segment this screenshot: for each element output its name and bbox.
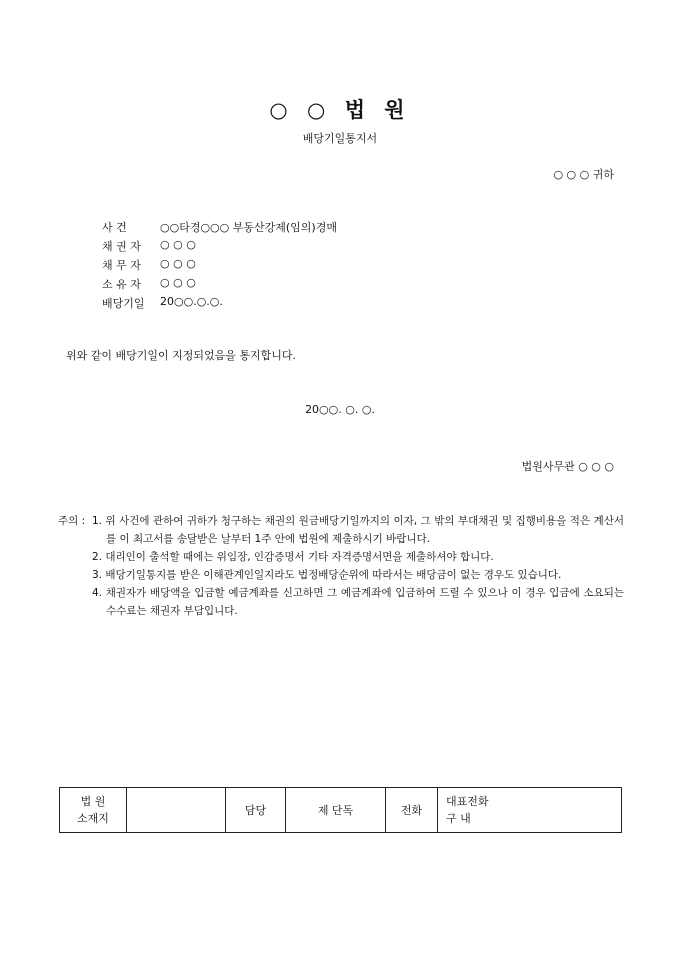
phone-value-cell [438, 788, 622, 833]
location-label-line-2: 소재지 [77, 812, 109, 825]
notes-section [58, 512, 624, 620]
department-cell: 제 단독 [286, 788, 386, 833]
court-contact-table [59, 787, 622, 833]
note-item: 3. 배당기일통지를 받은 이해관계인일지라도 법정배당순위에 따라서는 배당금이 없는 경우도 있습니다. [92, 569, 562, 581]
phone-label-cell: 전화 [386, 788, 438, 833]
notes-heading: 주의 : [58, 515, 86, 527]
case-value: ○○타경○○○ 부동산강제(임의)경매 [160, 221, 337, 234]
main-phone-line: 대표전화 [446, 795, 489, 808]
distribution-date-value: 20○○.○.○. [160, 295, 223, 308]
extension-line: 구 내 [446, 812, 471, 825]
document-subtitle: 배당기일통지서 [302, 132, 378, 145]
note-item: 1. 위 사건에 관하여 귀하가 청구하는 채권의 원금배당기일까지의 이자, 그 밖의 부대채권 및 집행비용을 적은 계산서를 이 최고서를 송달받은 날부터 1주 안에 법원에 제출하시기 바랍니다. [92, 515, 624, 545]
recipient: ○ ○ ○ 귀하 [553, 168, 614, 181]
location-label-line-1: 법 원 [80, 795, 106, 808]
court-title: ○ ○ 법 원 [269, 98, 411, 122]
owner-label: 소 유 자 [102, 278, 141, 291]
location-value-cell [127, 788, 226, 833]
distribution-date-label: 배당기일 [102, 297, 145, 310]
note-item: 4. 채권자가 배당액을 입금할 예금계좌를 신고하면 그 예금계좌에 입금하여 드릴 수 있으나 이 경우 입금에 소요되는 수수료는 채권자 부담입니다. [92, 587, 624, 617]
debtor-label: 채 무 자 [102, 259, 141, 272]
court-clerk: 법원사무관 ○ ○ ○ [521, 460, 614, 473]
issue-date: 20○○. ○. ○. [305, 403, 375, 416]
charge-label-cell: 담당 [226, 788, 286, 833]
creditor-label: 채 권 자 [102, 240, 141, 253]
debtor-value: ○ ○ ○ [160, 257, 196, 270]
notice-body: 위와 같이 배당기일이 지정되었음을 통지합니다. [66, 349, 297, 362]
owner-value: ○ ○ ○ [160, 276, 196, 289]
case-label: 사 건 [102, 221, 127, 234]
note-item: 2. 대리인이 출석할 때에는 위임장, 인감증명서 기타 자격증명서면을 제출하셔야 합니다. [92, 551, 494, 563]
creditor-value: ○ ○ ○ [160, 238, 196, 251]
location-label-cell [60, 788, 127, 833]
